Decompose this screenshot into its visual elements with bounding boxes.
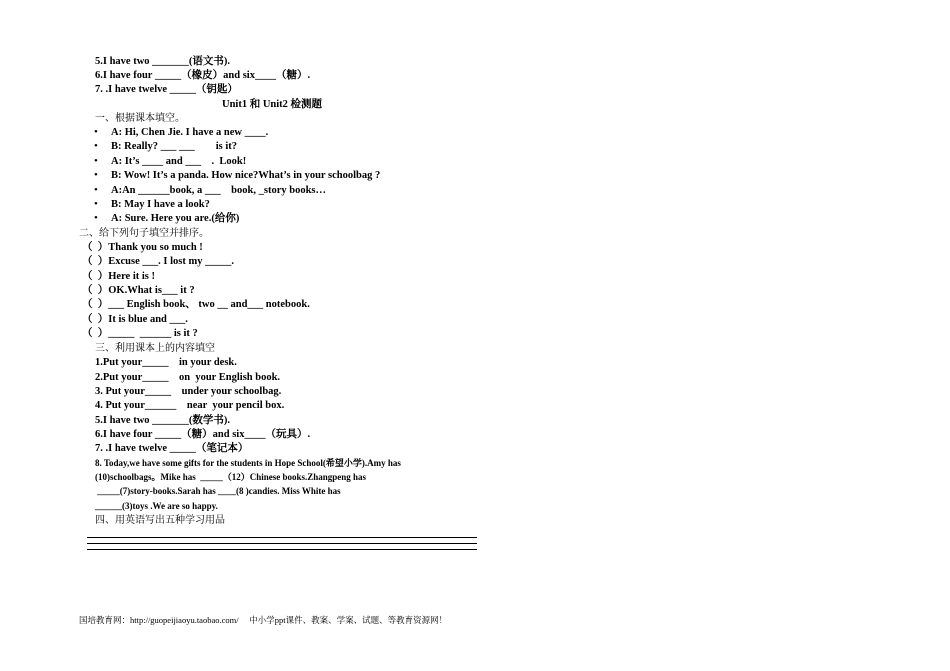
top-line-6: 6.I have four _____（橡皮）and six____（糖）. (95, 70, 311, 81)
dialogue-line: A: Hi, Chen Jie. I have a new ____. (111, 127, 269, 138)
section4-heading: 四、用英语写出五种学习用品 (95, 515, 225, 526)
dialogue-line: A:An ______book, a ___ book, _story books… (111, 185, 326, 196)
writing-line (87, 537, 477, 538)
fill-line: 7. .I have twelve _____（笔记本） (95, 443, 249, 454)
bullet-icon: • (94, 169, 98, 181)
fill-line: 1.Put your_____ in your desk. (95, 357, 237, 368)
passage-line: (10)schoolbags。Mike has _____（12）Chinese books.Zhangpeng has (95, 472, 367, 482)
passage-line: 8. Today,we have some gifts for the students in Hope School(希望小学).Amy has (95, 458, 401, 468)
passage-line: ______(3)toys .We are so happy. (95, 501, 218, 511)
top-line-7: 7. .I have twelve _____（钥匙） (95, 84, 238, 95)
fill-line: 2.Put your_____ on your English book. (95, 372, 281, 383)
footer-text: 国培教育网：http://guopeijiaoyu.taobao.com/ 中小学ppt课件、教案、学案、试题、等教育资源网！ (79, 615, 448, 625)
ordering-line: （ ）OK.What is___ it ? (82, 285, 195, 296)
section1-heading: 一、根据课本填空。 (95, 113, 185, 124)
ordering-line: （ ）Thank you so much ! (82, 242, 203, 253)
dialogue-line: B: Really? ___ ___ is it? (111, 141, 237, 152)
bullet-icon: • (94, 198, 98, 210)
ordering-line: （ ）___ English book、 two __ and___ notebook. (82, 299, 310, 310)
fill-line: 4. Put your______ near your pencil box. (95, 400, 285, 411)
bullet-icon: • (94, 184, 98, 196)
bullet-icon: • (94, 212, 98, 224)
fill-line: 6.I have four _____（糖）and six____（玩具）. (95, 429, 311, 440)
bullet-icon: • (94, 126, 98, 138)
ordering-line: （ ）It is blue and ___. (82, 314, 188, 325)
ordering-line: （ ）Here it is ! (82, 271, 155, 282)
section2-heading: 二、给下列句子填空并排序。 (79, 228, 209, 239)
bullet-icon: • (94, 140, 98, 152)
fill-line: 3. Put your_____ under your schoolbag. (95, 386, 282, 397)
dialogue-line: A: Sure. Here you are.(给你) (111, 213, 240, 224)
dialogue-line: B: May I have a look? (111, 199, 210, 210)
dialogue-line: B: Wow! It’s a panda. How nice?What’s in your schoolbag ? (111, 170, 381, 181)
writing-line (87, 543, 477, 544)
section3-heading: 三、利用课本上的内容填空 (95, 343, 215, 354)
ordering-line: （ ）_____ ______ is it ? (82, 328, 198, 339)
fill-line: 5.I have two _______(数学书). (95, 415, 231, 426)
dialogue-line: A: It’s ____ and ___ . Look! (111, 156, 247, 167)
top-line-5: 5.I have two _______(语文书). (95, 56, 231, 67)
ordering-line: （ ）Excuse ___. I lost my _____. (82, 256, 234, 267)
page-title: Unit1 和 Unit2 检测题 (222, 99, 323, 110)
bullet-icon: • (94, 155, 98, 167)
writing-line (87, 549, 477, 550)
passage-line: _____(7)story-books.Sarah has ____(8 )candies. Miss White has (95, 486, 341, 496)
